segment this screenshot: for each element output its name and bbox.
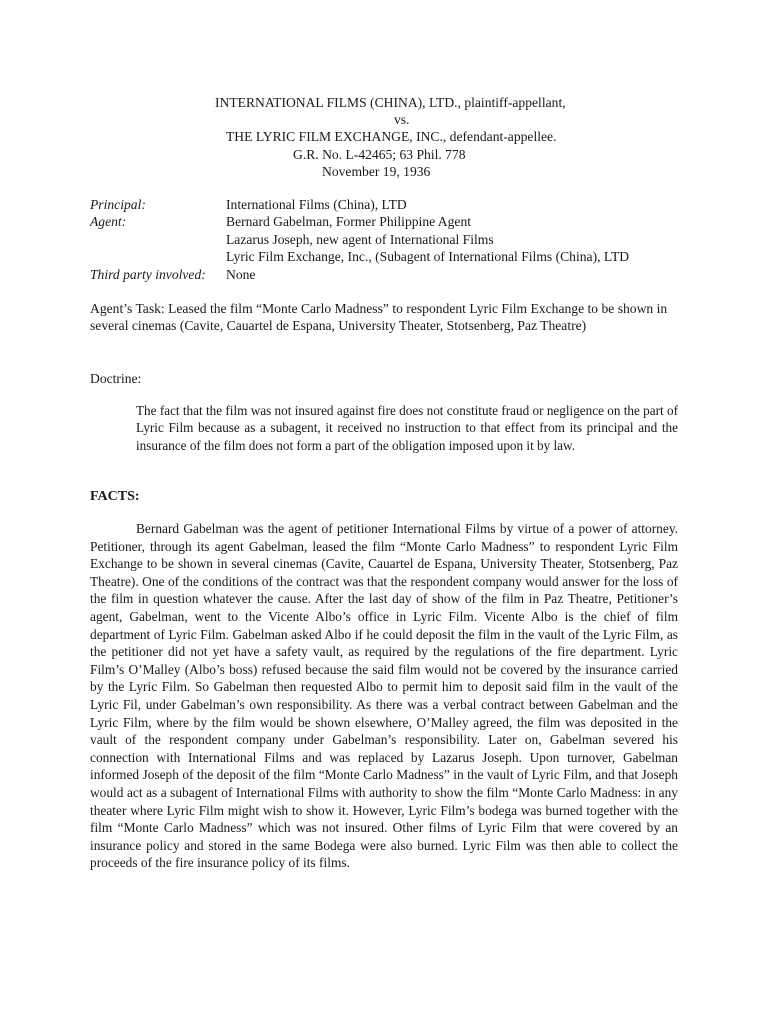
party-name: Bernard Gabelman, Former Philippine Agent — [226, 214, 472, 230]
doctrine-text: The fact that the film was not insured against fire does not constitute fraud or negligence on the part of Lyric Film because as a subagent, it received no instruction to that effect from its principal and the insurance of the film does not form a part of the obligation imposed upon it by law. — [136, 403, 678, 453]
party-role: Third party involved: — [90, 266, 206, 282]
party-role: Principal: — [90, 197, 146, 212]
facts-heading: FACTS: — [90, 489, 140, 504]
party-name: Lazarus Joseph, new agent of International Films — [226, 231, 494, 247]
party-role: Agent: — [90, 214, 127, 230]
defendant-line: THE LYRIC FILM EXCHANGE, INC., defendant-appellee. — [226, 129, 557, 144]
facts-paragraph: Bernard Gabelman was the agent of petitioner International Films by virtue of a power of attorney. Petitioner, through its agent Gabelman, leased the film “Monte Carlo Madness” to respondent Lyric Film Exchange to be shown in several cinemas (Cavite, Cauartel de Espana, University Theater, Stotsenberg, Paz Theatre). One of the conditions of the contract was that the respondent company would answer for the loss of the film in question whatever the cause. After the last day of show of the film in Paz Theatre, Petitioner’s agent, Gabelman, went to the Vicente Albo’s office in Lyric Film. Vicente Albo is the chief of film department of Lyric Film. Gabelman asked Albo if he could deposit the film in the vault of the Lyric Film, as the petitioner did not yet have a safety vault, as required by the regulations of the fire department. Lyric Film’s O’Malley (Albo’s boss) refused because the said film would not be covered by the insurance carried by the Lyric Film. So Gabelman then requested Albo to permit him to deposit said film in the vault of the Lyric Fil, under Gabelman’s own responsibility. As there was a verbal contract between Gabelman and the Lyric Film, where by the film would be shown elsewhere, O’Malley agreed, the film was deposited in the vault of the respondent company under Gabelman’s responsibility. Later on, Gabelman severed his connection with International Films and was replaced by Lazarus Joseph. Upon turnover, Gabelman informed Joseph of the deposit of the film “Monte Carlo Madness” in the vault of Lyric Film, and that Joseph would act as a subagent of International Films with authority to show the film “Monte Carlo Madness: in any theater where Lyric Film might wish to show it. However, Lyric Film’s bodega was burned together with the film “Monte Carlo Madness” which was not insured. Other films of Lyric Film that were covered by an insurance policy and stored in the same Bodega were also burned. Lyric Film was then able to collect the proceeds of the fire insurance policy of its films. — [90, 521, 678, 871]
parties-list — [90, 196, 690, 283]
party-name: International Films (China), LTD — [226, 197, 407, 212]
party-name: Lyric Film Exchange, Inc., (Subagent of International Films (China), LTD — [226, 249, 630, 265]
party-row — [90, 266, 690, 283]
decision-date: November 19, 1936 — [322, 164, 431, 179]
party-name: None — [226, 266, 256, 282]
party-role — [90, 231, 226, 248]
party-row — [90, 248, 690, 265]
doctrine-label: Doctrine: — [90, 371, 142, 386]
agents-task-paragraph: Agent’s Task: Leased the film “Monte Carlo Madness” to respondent Lyric Film Exchange to be shown in several cinemas (Cavite, Cauartel de Espana, University Theater, Stotsenberg, Paz Theatre) — [90, 301, 668, 334]
versus-line: vs. — [394, 112, 410, 127]
plaintiff-line: INTERNATIONAL FILMS (CHINA), LTD., plaintiff-appellant, — [215, 95, 566, 110]
party-row — [90, 196, 690, 213]
party-row — [90, 231, 690, 248]
party-role — [90, 248, 226, 265]
citation-line: G.R. No. L-42465; 63 Phil. 778 — [293, 147, 466, 162]
party-row — [90, 213, 690, 230]
